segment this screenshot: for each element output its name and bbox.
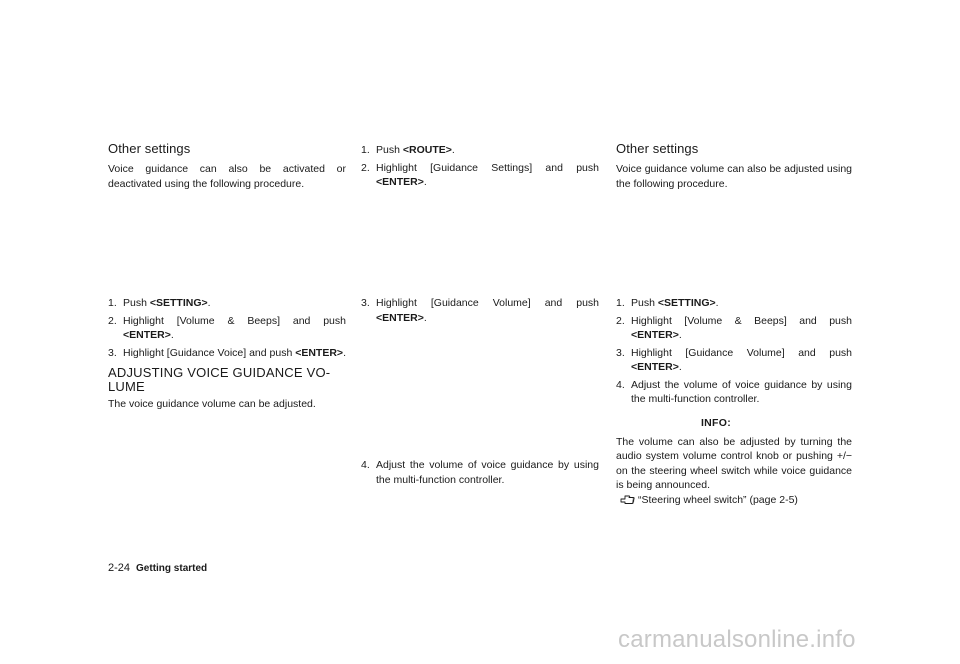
chapter-title: Getting started (136, 563, 208, 574)
section-paragraph: The voice guidance volume can be adjusted. (108, 398, 316, 410)
section-title: ADJUSTING VOICE GUIDANCE VO- LUME (108, 365, 331, 394)
info-paragraph: The volume can also be adjusted by turning the audio system volume control knob or pushing +/− on the steering wheel switch while voice guidance is being announced. (616, 435, 852, 491)
route-step-1: 1. Push <ROUTE>. (361, 144, 455, 156)
other-settings-heading: Other settings (108, 141, 191, 156)
watermark: carmanualsonline.info (618, 626, 856, 653)
col3-bottom (616, 296, 852, 507)
page-footer (108, 562, 207, 574)
adjust-step-3: 3. Highlight [Guidance Volume] and push <ENTER>. (616, 346, 852, 373)
route-step-2: 2. Highlight [Guidance Settings] and push <ENTER>. (361, 161, 599, 188)
activation-paragraph: Voice guidance can also be activated or deactivated using the following procedure. (108, 163, 346, 190)
info-title: INFO: (700, 416, 732, 429)
voice-step-3: 3. Highlight [Guidance Voice] and push <ENTER>. (108, 346, 346, 359)
volume-step-3: 3. Highlight [Guidance Volume] and push <ENTER>. (361, 297, 599, 324)
voice-step-2: 2. Highlight [Volume & Beeps] and push <ENTER>. (108, 314, 346, 341)
pointing-hand-icon (620, 493, 636, 505)
page-number: 2-24 (108, 562, 131, 574)
adjust-step-4: 4. Adjust the volume of voice guidance by using the multi-function controller. (616, 378, 852, 405)
col2-top (361, 143, 599, 193)
col2-bottom (361, 296, 599, 328)
adjust-step-2: 2. Highlight [Volume & Beeps] and push <ENTER>. (616, 314, 852, 341)
col1-bottom (108, 296, 346, 412)
volume-step-4: 4. Adjust the volume of voice guidance by using the multi-function controller. (361, 459, 599, 486)
col3-top (616, 141, 852, 191)
adjust-step-1: 1. Push <SETTING>. (616, 297, 719, 309)
volume-paragraph: Voice guidance volume can also be adjusted using the following procedure. (616, 163, 852, 190)
col2-bottom-later (361, 458, 599, 490)
col1-top (108, 141, 346, 191)
voice-step-1: 1. Push <SETTING>. (108, 297, 211, 309)
reference-link[interactable]: “Steering wheel switch” (page 2-5) (616, 493, 852, 508)
other-settings-heading-2: Other settings (616, 141, 699, 156)
